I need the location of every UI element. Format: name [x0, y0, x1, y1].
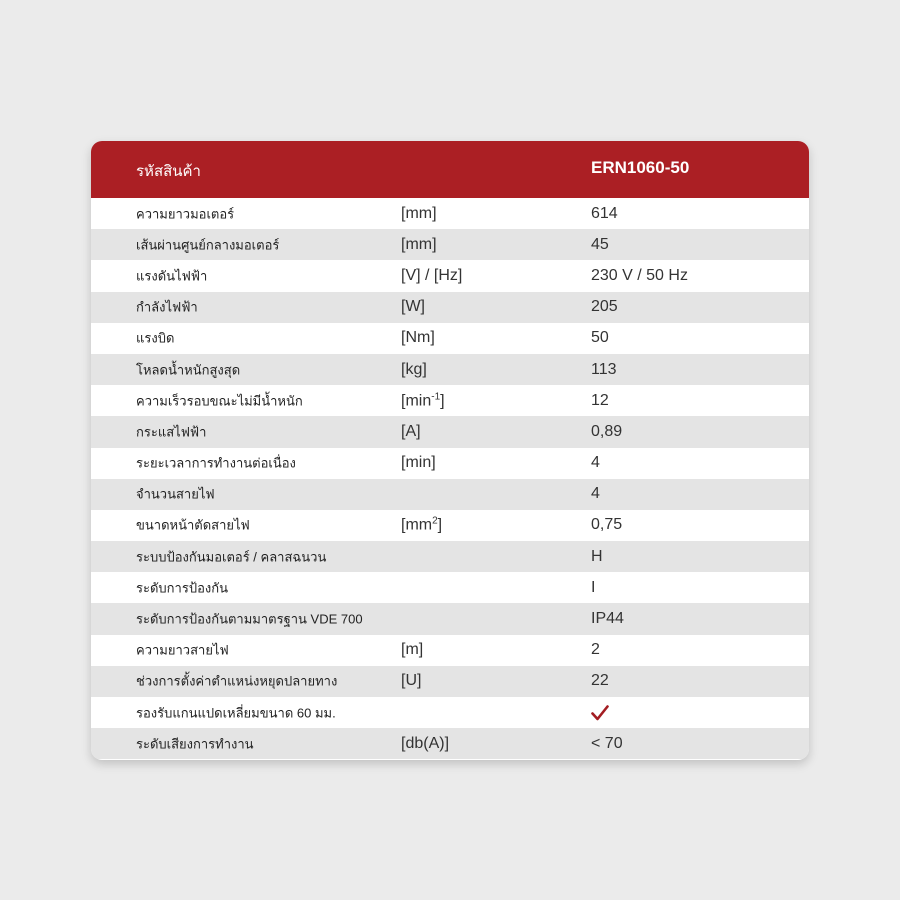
spec-row — [91, 697, 809, 728]
spec-header — [91, 141, 809, 198]
spec-label: เส้นผ่านศูนย์กลางมอเตอร์ — [136, 237, 280, 253]
spec-unit: [V] / [Hz] — [401, 266, 463, 284]
spec-label: ความเร็วรอบขณะไม่มีน้ำหนัก — [136, 393, 303, 409]
spec-row — [91, 666, 809, 697]
spec-unit: [m] — [401, 641, 424, 659]
spec-label: กระแสไฟฟ้า — [136, 424, 207, 440]
spec-row — [91, 416, 809, 447]
spec-label: รองรับแกนแปดเหลี่ยมขนาด 60 มม. — [136, 705, 336, 721]
spec-unit: [U] — [401, 672, 422, 690]
spec-row — [91, 541, 809, 572]
spec-card — [91, 141, 809, 760]
spec-value: 22 — [591, 672, 609, 690]
spec-label: ระดับเสียงการทำงาน — [136, 736, 254, 752]
spec-unit: [A] — [401, 422, 421, 440]
spec-label: ขนาดหน้าตัดสายไฟ — [136, 517, 250, 533]
spec-label: ระดับการป้องกัน — [136, 580, 228, 596]
spec-label: ความยาวสายไฟ — [136, 642, 229, 658]
spec-value: 4 — [591, 454, 600, 472]
spec-unit: [mm] — [401, 204, 437, 222]
spec-row — [91, 510, 809, 541]
spec-label: กำลังไฟฟ้า — [136, 299, 198, 315]
spec-row — [91, 260, 809, 291]
spec-row — [91, 229, 809, 260]
spec-value: 205 — [591, 298, 618, 316]
spec-label: ระบบป้องกันมอเตอร์ / คลาสฉนวน — [136, 549, 327, 565]
spec-label: ความยาวมอเตอร์ — [136, 206, 235, 222]
spec-unit: [Nm] — [401, 329, 435, 347]
spec-value: 0,89 — [591, 422, 623, 440]
header-label: รหัสสินค้า — [136, 163, 201, 180]
spec-unit: [min] — [401, 454, 436, 472]
spec-value: I — [591, 578, 596, 596]
spec-unit: [W] — [401, 298, 425, 316]
unit-superscript: 2 — [432, 515, 438, 527]
spec-label: จำนวนสายไฟ — [136, 486, 215, 502]
spec-row — [91, 385, 809, 416]
spec-label: โหลดน้ำหนักสูงสุด — [136, 362, 241, 378]
spec-unit: $[mm^2]$ — [401, 515, 443, 535]
spec-unit: [db(A)] — [401, 734, 450, 752]
spec-row — [91, 479, 809, 510]
spec-unit: $[\min^{-1}]$ — [401, 391, 445, 410]
spec-row — [91, 198, 809, 229]
spec-value: 614 — [591, 204, 618, 222]
spec-value: 0,75 — [591, 516, 623, 534]
spec-row — [91, 448, 809, 479]
header-model: ERN1060-50 — [591, 158, 690, 177]
spec-table — [91, 198, 809, 759]
spec-value: < 70 — [591, 734, 623, 752]
spec-label: ระดับการป้องกันตามมาตรฐาน VDE 700 — [136, 611, 363, 627]
spec-value: 230 V / 50 Hz — [591, 266, 688, 284]
spec-value: 50 — [591, 329, 609, 347]
spec-row — [91, 635, 809, 666]
spec-value: 4 — [591, 485, 600, 503]
spec-label: ระยะเวลาการทำงานต่อเนื่อง — [136, 455, 296, 471]
spec-label: แรงบิด — [136, 330, 175, 346]
unit-superscript: -1 — [431, 391, 441, 403]
spec-row — [91, 323, 809, 354]
spec-label: ช่วงการตั้งค่าตำแหน่งหยุดปลายทาง — [136, 673, 338, 689]
spec-row — [91, 354, 809, 385]
spec-value — [591, 705, 609, 721]
spec-row — [91, 292, 809, 323]
spec-row — [91, 728, 809, 759]
spec-unit: [kg] — [401, 360, 427, 378]
spec-value: 12 — [591, 391, 609, 409]
spec-value: 2 — [591, 641, 600, 659]
check-icon — [591, 705, 609, 721]
spec-value: IP44 — [591, 610, 624, 628]
spec-row — [91, 603, 809, 634]
spec-value: 113 — [591, 360, 617, 378]
spec-value: H — [591, 547, 603, 565]
spec-value: 45 — [591, 235, 609, 253]
spec-label: แรงดันไฟฟ้า — [136, 268, 208, 284]
spec-row — [91, 572, 809, 603]
spec-unit: [mm] — [401, 235, 437, 253]
